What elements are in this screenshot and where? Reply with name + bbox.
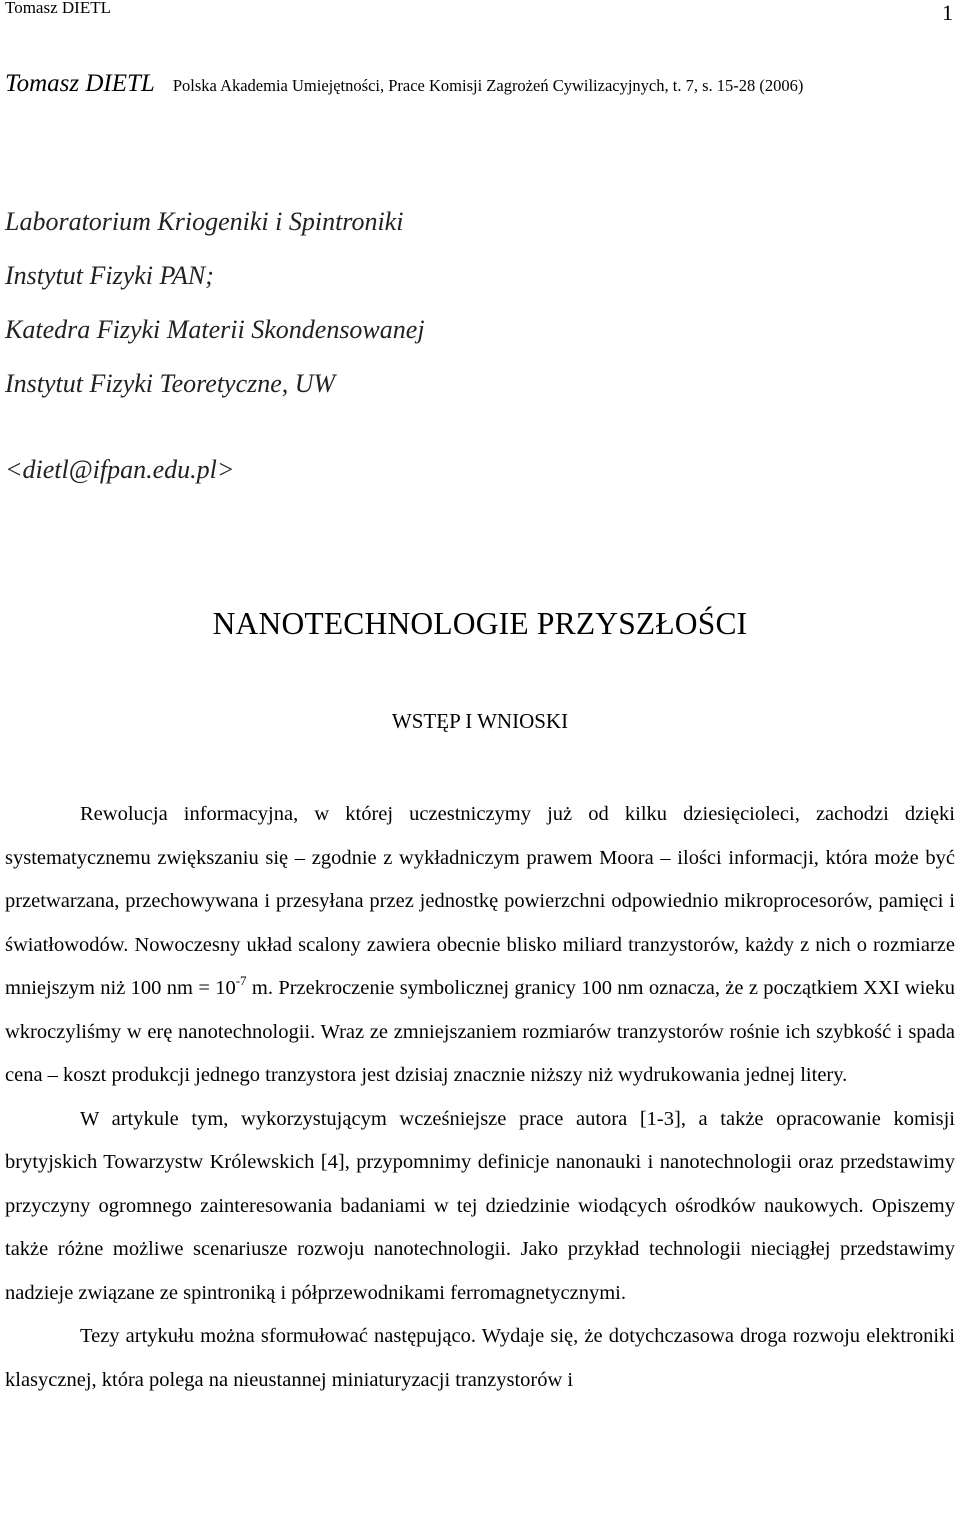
affiliation-line: Instytut Fizyki Teoretyczne, UW <box>5 369 336 398</box>
citation-line <box>5 70 803 98</box>
page-number: 1 <box>942 0 953 25</box>
affiliation-line: Laboratorium Kriogeniki i Spintroniki <box>5 207 404 236</box>
exponent: -7 <box>235 973 247 988</box>
running-header-author: Tomasz DIETL <box>5 0 111 17</box>
section-heading: WSTĘP I WNIOSKI <box>391 709 569 733</box>
affiliation-line: Instytut Fizyki PAN; <box>5 261 214 290</box>
paragraph-text: Rewolucja informacyjna, w której uczestniczymy już od kilku dziesięcioleci, zachodzi dzięki systematycznemu zwiększaniu się – zgodnie z wykładniczym prawem Moora – ilości informacji, która może być przetwarzana, przechowywana i przesyłana przez jednostkę powierzchni odpowiednio mikroprocesorów, pamięci i światłowodów. Nowoczesny układ scalony zawiera obecnie blisko miliard tranzystorów, każdy z nich o rozmiarze mniejszym niż 100 nm = 10 <box>5 803 955 999</box>
paragraph: W artykule tym, wykorzystującym wcześniejsze prace autora [1-3], a także opracowanie komisji brytyjskich Towarzystw Królewskich [4], przypomnimy definicje nanonauki i nanotechnologii oraz przedstawimy przyczyny ogromnego zainteresowania badaniami w tej dziedzinie wiodących ośrodków naukowych. Opiszemy także różne możliwe scenariusze rozwoju nanotechnologii. Jako przykład technologii nieciągłej przedstawimy nadzieje związane ze spintroniką i półprzewodnikami ferromagnetycznymi. <box>5 1107 955 1304</box>
citation-author: Tomasz DIETL <box>5 70 155 97</box>
citation-source: Polska Akademia Umiejętności, Prace Komisji Zagrożeń Cywilizacyjnych, t. 7, s. 15-28 (2006) <box>172 76 804 95</box>
paragraph: Tezy artykułu można sformułować następująco. Wydaje się, że dotychczasowa droga rozwoju elektroniki klasycznej, która polega na nieustannej miniaturyzacji tranzystorów i <box>5 1325 955 1391</box>
author-email: <dietl@ifpan.edu.pl> <box>5 455 235 484</box>
running-header <box>5 0 955 25</box>
article-title: NANOTECHNOLOGIE PRZYSZŁOŚCI <box>212 606 748 641</box>
affiliations-block <box>5 200 425 416</box>
paragraph-text: m. Przekroczenie symbolicznej granicy 100 nm oznacza, że z początkiem XXI wieku wkroczyliśmy w erę nanotechnologii. Wraz ze zmniejszaniem rozmiarów tranzystorów rośnie ich szybkość i spada cena – koszt produkcji jednego tranzystora jest dzisiaj znacznie niższy niż wydrukowania jednej litery. <box>5 977 955 1086</box>
paragraph <box>5 793 955 1098</box>
affiliation-line: Katedra Fizyki Materii Skondensowanej <box>5 315 425 344</box>
body-text <box>5 793 955 1402</box>
